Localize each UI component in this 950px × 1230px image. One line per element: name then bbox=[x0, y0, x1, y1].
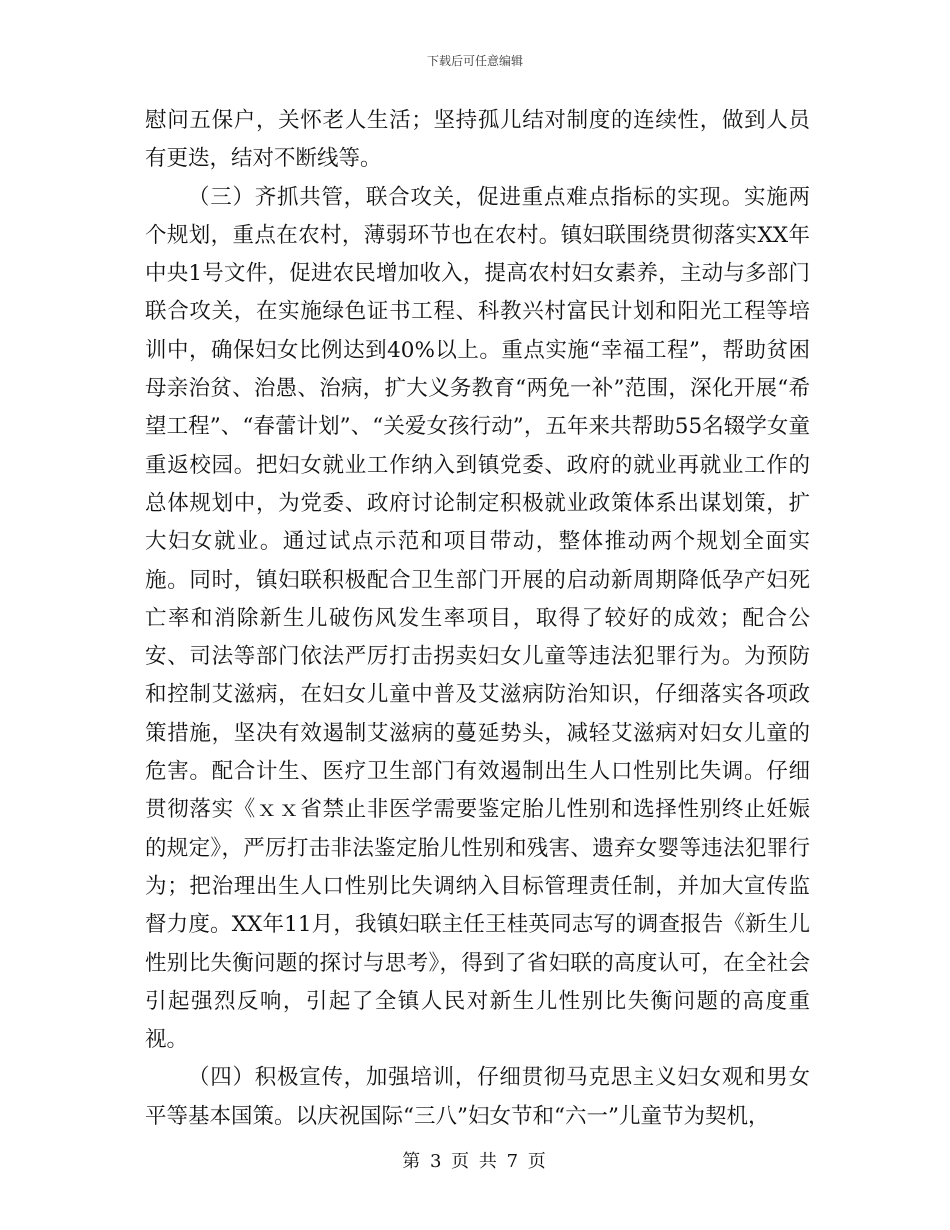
paragraph-section-three: （三）齐抓共管，联合攻关，促进重点难点指标的实现。实施两个规划，重点在农村，薄弱环节也在农村。镇妇联围绕贯彻落实XX年中央1号文件，促进农民增加收入，提高农村妇女素养，主动与多部门联合攻关，在实施绿色证书工程、科教兴村富民计划和阳光工程等培训中，确保妇女比例达到40%以上。重点实施“幸福工程”，帮助贫困母亲治贫、治愚、治病，扩大义务教育“两免一补”范围，深化开展“希望工程”、“春蕾计划”、“关爱女孩行动”，五年来共帮助55名辍学女童重返校园。把妇女就业工作纳入到镇党委、政府的就业再就业工作的总体规划中，为党委、政府讨论制定积极就业政策体系出谋划策，扩大妇女就业。通过试点示范和项目带动，整体推动两个规划全面实施。同时，镇妇联积极配合卫生部门开展的启动新周期降低孕产妇死亡率和消除新生儿破伤风发生率项目，取得了较好的成效；配合公安、司法等部门依法严厉打击拐卖妇女儿童等违法犯罪行为。为预防和控制艾滋病，在妇女儿童中普及艾滋病防治知识，仔细落实各项政策措施，坚决有效遏制艾滋病的蔓延势头，减轻艾滋病对妇女儿童的危害。配合计生、医疗卫生部门有效遏制出生人口性别比失调。仔细贯彻落实《ｘｘ省禁止非医学需要鉴定胎儿性别和选择性别终止妊娠的规定》，严厉打击非法鉴定胎儿性别和残害、遗弃女婴等违法犯罪行为；把治理出生人口性别比失调纳入目标管理责任制，并加大宣传监督力度。XX年11月，我镇妇联主任王桂英同志写的调查报告《新生儿性别比失衡问题的探讨与思考》，得到了省妇联的高度认可，在全社会引起强烈反响，引起了全镇人民对新生儿性别比失衡问题的高度重视。 bbox=[145, 184, 810, 1053]
page-number: 第 3 页 共 7 页 bbox=[402, 1151, 548, 1172]
document-body bbox=[145, 102, 810, 1136]
header-note: 下载后可任意编辑 bbox=[426, 54, 523, 68]
paragraph-section-four: （四）积极宣传，加强培训，仔细贯彻马克思主义妇女观和男女平等基本国策。以庆祝国际“三八”妇女节和“六一”儿童节为契机， bbox=[145, 1065, 810, 1129]
paragraph-continuation: 慰问五保户，关怀老人生活；坚持孤儿结对制度的连续性，做到人员有更迭，结对不断线等。 bbox=[145, 108, 810, 172]
